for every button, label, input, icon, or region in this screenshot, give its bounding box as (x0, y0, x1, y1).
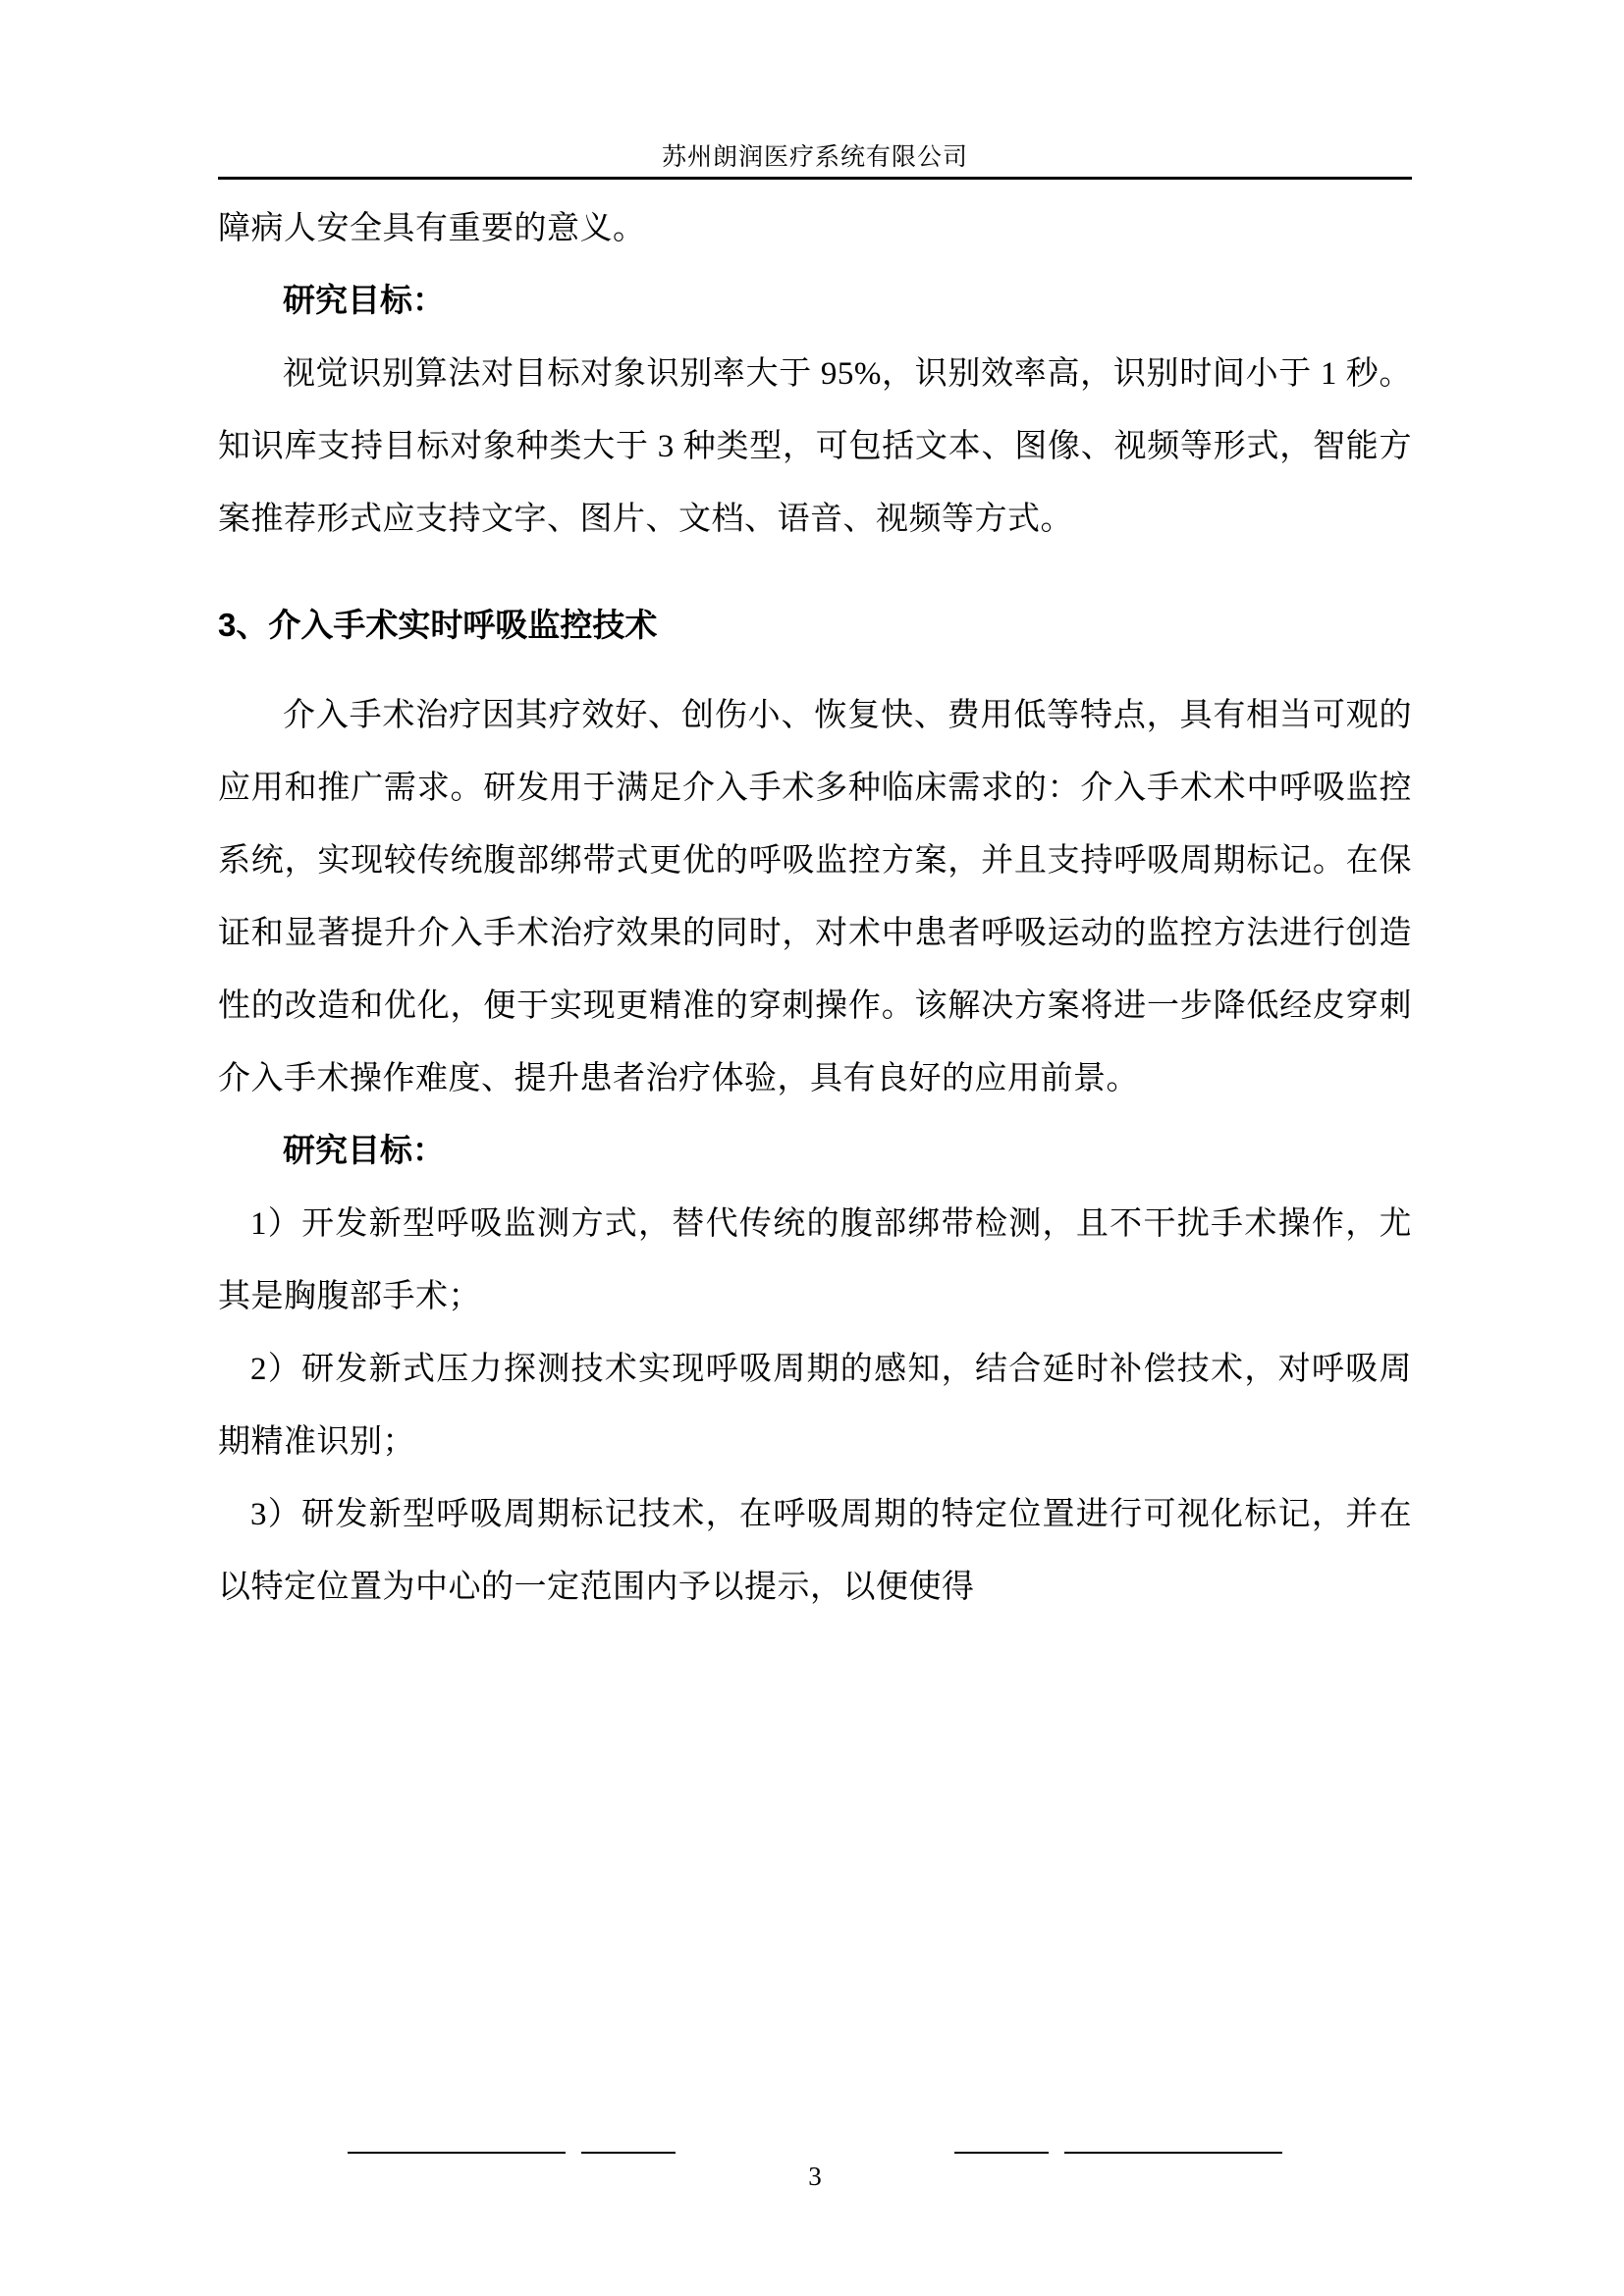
footer-rule-left (348, 2152, 566, 2154)
list-item-3: 3）研发新型呼吸周期标记技术，在呼吸周期的特定位置进行可视化标记，并在以特定位置为中心的一定范围内予以提示，以便使得 (218, 1497, 1412, 1605)
footer-rule-right (1064, 2152, 1282, 2154)
paragraph-vision-algorithm: 视觉识别算法对目标对象识别率大于 95%，识别效率高，识别时间小于 1 秒。知识库支持目标对象种类大于 3 种类型，可包括文本、图像、视频等形式，智能方案推荐形式应支持文字、图片、文档、语音、视频等方式。 (218, 356, 1412, 537)
spacer (218, 556, 1412, 589)
section-heading-3: 3、介入手术实时呼吸监控技术 (218, 607, 658, 643)
header-divider-rule (218, 177, 1412, 180)
page-footer (218, 2146, 1412, 2193)
sub-heading-research-goals-2: 研究目标： (283, 1134, 445, 1169)
footer-rule-right-inner (954, 2152, 1049, 2154)
footer-divider-rules (218, 2146, 1412, 2160)
document-body (218, 192, 1412, 1624)
list-item-1: 1）开发新型呼吸监测方式，替代传统的腹部绑带检测，且不干扰手术操作，尤其是胸腹部手术； (218, 1206, 1412, 1314)
sub-heading-research-goals-1: 研究目标： (283, 284, 445, 319)
paragraph-interventional-surgery: 介入手术治疗因其疗效好、创伤小、恢复快、费用低等特点，具有相当可观的应用和推广需求。研发用于满足介入手术多种临床需求的：介入手术术中呼吸监控系统，实现较传统腹部绑带式更优的呼吸监控方案，并且支持呼吸周期标记。在保证和显著提升介入手术治疗效果的同时，对术中患者呼吸运动的监控方法进行创造性的改造和优化，便于实现更精准的穿刺操作。该解决方案将进一步降低经皮穿刺介入手术操作难度、提升患者治疗体验，具有良好的应用前景。 (218, 698, 1412, 1096)
page-header (218, 137, 1412, 173)
header-company-name: 苏州朗润医疗系统有限公司 (661, 143, 968, 171)
paragraph-continued: 障病人安全具有重要的意义。 (218, 211, 646, 246)
page-content-area (218, 0, 1412, 2296)
list-item-2: 2）研发新式压力探测技术实现呼吸周期的感知，结合延时补偿技术，对呼吸周期精准识别； (218, 1352, 1412, 1460)
page-number: 3 (808, 2162, 822, 2191)
footer-rule-left-inner (581, 2152, 676, 2154)
spacer (218, 662, 1412, 679)
